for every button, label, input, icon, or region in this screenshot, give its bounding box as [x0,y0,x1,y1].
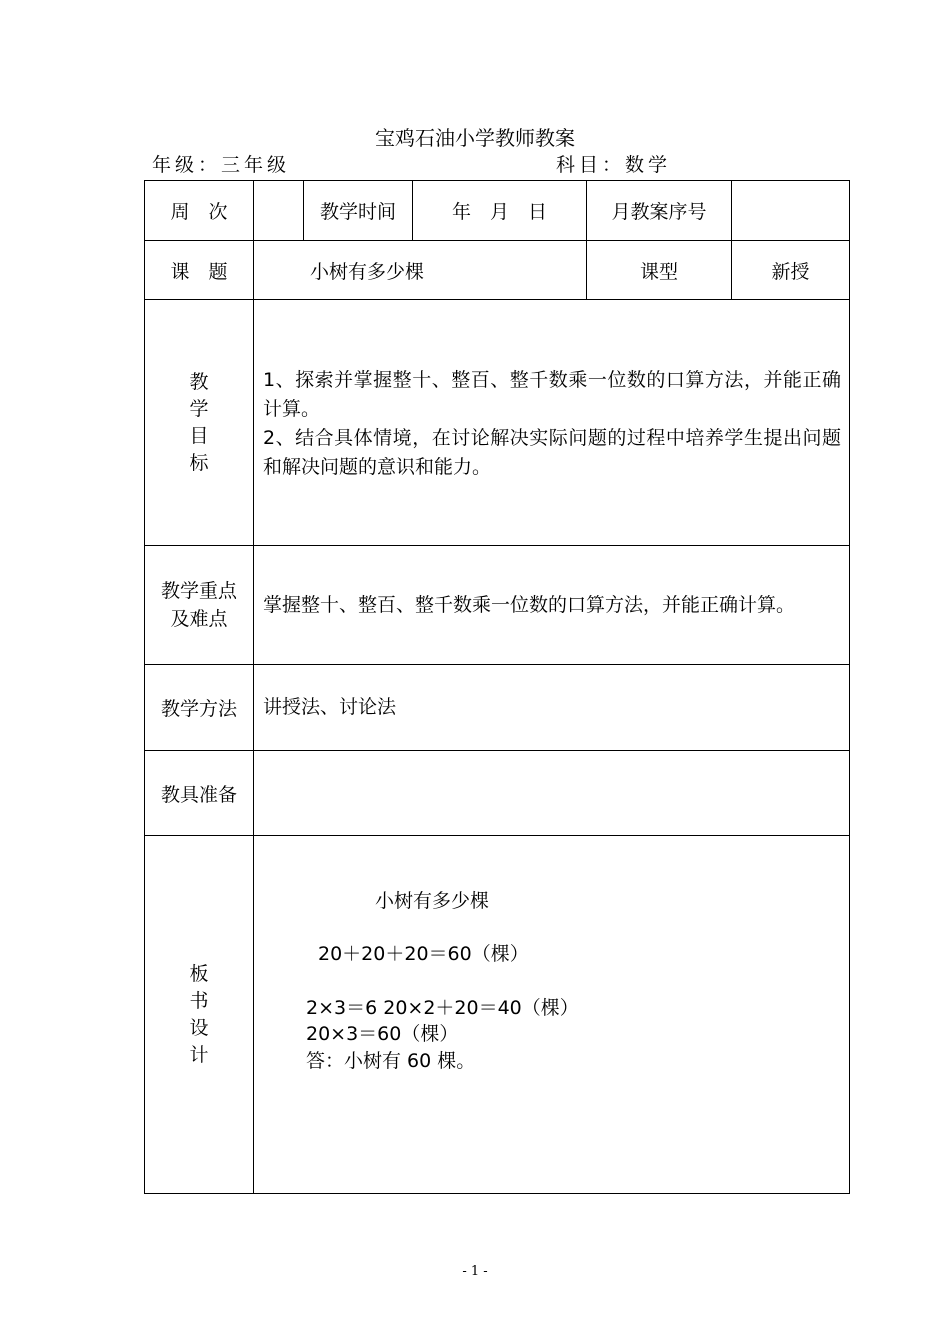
plan-sequence-value [732,181,850,241]
grade-line: 年级：三年级 [152,154,291,176]
week-value [254,181,304,241]
lesson-plan-table [144,180,850,1194]
method-content: 讲授法、讨论法 [254,665,850,751]
topic-value: 小树有多少棵 [254,241,587,300]
topic-label: 课 题 [145,241,254,300]
goal-item: 1、探索并掌握整十、整百、整千数乘一位数的口算方法，并能正确计算。 [263,369,841,420]
lesson-type-label: 课型 [587,241,732,300]
method-label: 教学方法 [145,665,254,751]
goals-label: 教 学 目 标 [145,300,254,546]
week-label: 周 次 [145,181,254,241]
board-answer: 答：小树有 60 棵。 [306,1050,476,1072]
board-heading: 小树有多少棵 [375,890,490,912]
tools-content [254,751,850,836]
subject-line: 科目：数学 [556,154,672,176]
key-points-content: 掌握整十、整百、整千数乘一位数的口算方法，并能正确计算。 [254,546,850,665]
tools-label: 教具准备 [145,751,254,836]
board-line: 20＋20＋20＝60（棵） [318,943,529,965]
key-points-label: 教学重点 及难点 [145,546,254,665]
board-line: 20×3＝60（棵） [306,1023,459,1045]
date-field: 年 月 日 [413,181,587,241]
board-design-content [254,836,850,1194]
board-line: 2×3＝6 20×2＋20＝40（棵） [306,997,579,1019]
goal-item: 2、结合具体情境，在讨论解决实际问题的过程中培养学生提出问题和解决问题的意识和能力。 [263,427,841,478]
lesson-type-value: 新授 [732,241,850,300]
document-title: 宝鸡石油小学教师教案 [375,126,575,150]
teaching-time-label: 教学时间 [304,181,413,241]
board-design-label: 板 书 设 计 [145,836,254,1194]
plan-sequence-label: 月教案序号 [587,181,732,241]
page-number: - 1 - [462,1264,488,1279]
goals-content [254,300,850,546]
